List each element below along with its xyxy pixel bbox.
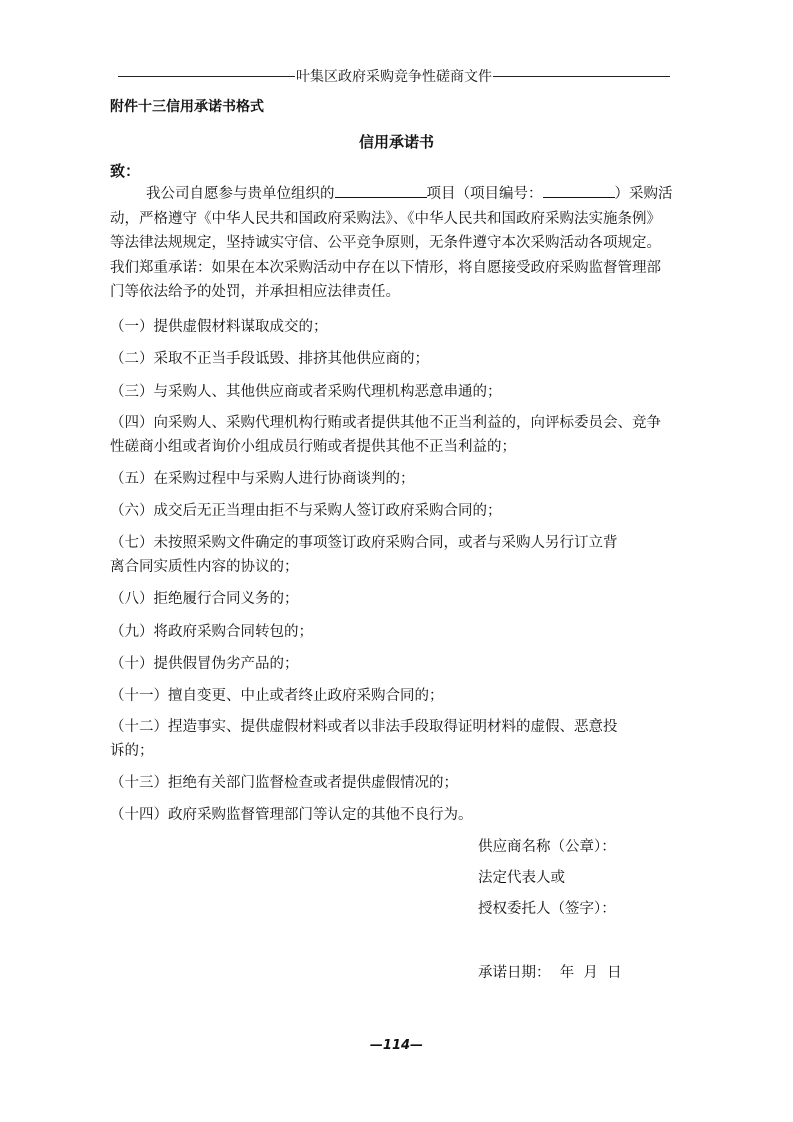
list-item: （三）与采购人、其他供应商或者采购代理机构恶意串通的；	[110, 384, 502, 400]
list-item: （十）提供假冒伪劣产品的；	[110, 656, 299, 672]
list-item: （七）未按照采购文件确定的事项签订政府采购合同，或者与采购人另行订立背	[110, 535, 618, 551]
list-item: （十二）捏造事实、提供虚假材料或者以非法手段取得证明材料的虚假、恶意投	[110, 719, 618, 735]
header-rule-right	[493, 76, 670, 77]
project-name-blank	[335, 181, 427, 198]
project-number-blank	[543, 181, 615, 198]
page-number: —114—	[369, 1038, 424, 1053]
list-item: （二）采取不正当手段诋毁、排挤其他供应商的；	[110, 351, 429, 367]
header-rule-left	[118, 76, 295, 77]
list-item: （九）将政府采购合同转包的；	[110, 624, 313, 640]
intro-line5: 门等依法给予的处罚，并承担相应法律责任。	[110, 284, 400, 300]
list-item: （一）提供虚假材料谋取成交的；	[110, 319, 328, 335]
list-item: （十一）擅自变更、中止或者终止政府采购合同的；	[110, 688, 444, 704]
header-title: 叶集区政府采购竞争性磋商文件	[296, 69, 492, 85]
list-item-continued: 性磋商小组或者询价小组成员行贿或者提供其他不正当利益的；	[110, 439, 516, 455]
legal-representative-label: 法定代表人或	[478, 870, 565, 886]
list-item: （五）在采购过程中与采购人进行协商谈判的；	[110, 471, 415, 487]
intro-seg3: ）采购活	[614, 186, 673, 202]
intro-seg1: 我公司自愿参与贵单位组织的	[146, 186, 335, 202]
intro-paragraph	[110, 181, 740, 305]
intro-line4: 我们郑重承诺：如果在本次采购活动中存在以下情形，将自愿接受政府采购监督管理部	[110, 259, 661, 276]
list-item: （十三）拒绝有关部门监督检查或者提供虚假情况的；	[110, 775, 458, 791]
commitment-date-label: 承诺日期： 年 月 日	[478, 965, 622, 981]
list-item-continued: 诉的；	[110, 743, 154, 759]
authorized-signatory-label: 授权委托人（签字）：	[478, 901, 616, 917]
list-item: （六）成交后无正当理由拒不与采购人签订政府采购合同的；	[110, 503, 502, 519]
intro-line2: 动，严格遵守《中华人民共和国政府采购法》、《中华人民共和国政府采购法实施条例》	[110, 210, 661, 227]
document-header	[118, 65, 670, 87]
document-title: 信用承诺书	[358, 133, 434, 151]
list-item: （八）拒绝履行合同义务的；	[110, 591, 299, 607]
list-item-continued: 离合同实质性内容的协议的；	[110, 559, 299, 575]
intro-seg2: 项目（项目编号：	[426, 186, 543, 202]
salutation: 致：	[110, 162, 141, 180]
intro-line3: 等法律法规规定，坚持诚实守信、公平竞争原则，无条件遵守本次采购活动各项规定。	[110, 235, 661, 251]
list-item: （十四）政府采购监督管理部门等认定的其他不良行为。	[110, 807, 473, 823]
supplier-name-label: 供应商名称（公章）：	[478, 839, 616, 855]
list-item: （四）向采购人、采购代理机构行贿或者提供其他不正当利益的，向评标委员会、竞争	[110, 415, 661, 431]
attachment-title: 附件十三信用承诺书格式	[110, 99, 264, 115]
